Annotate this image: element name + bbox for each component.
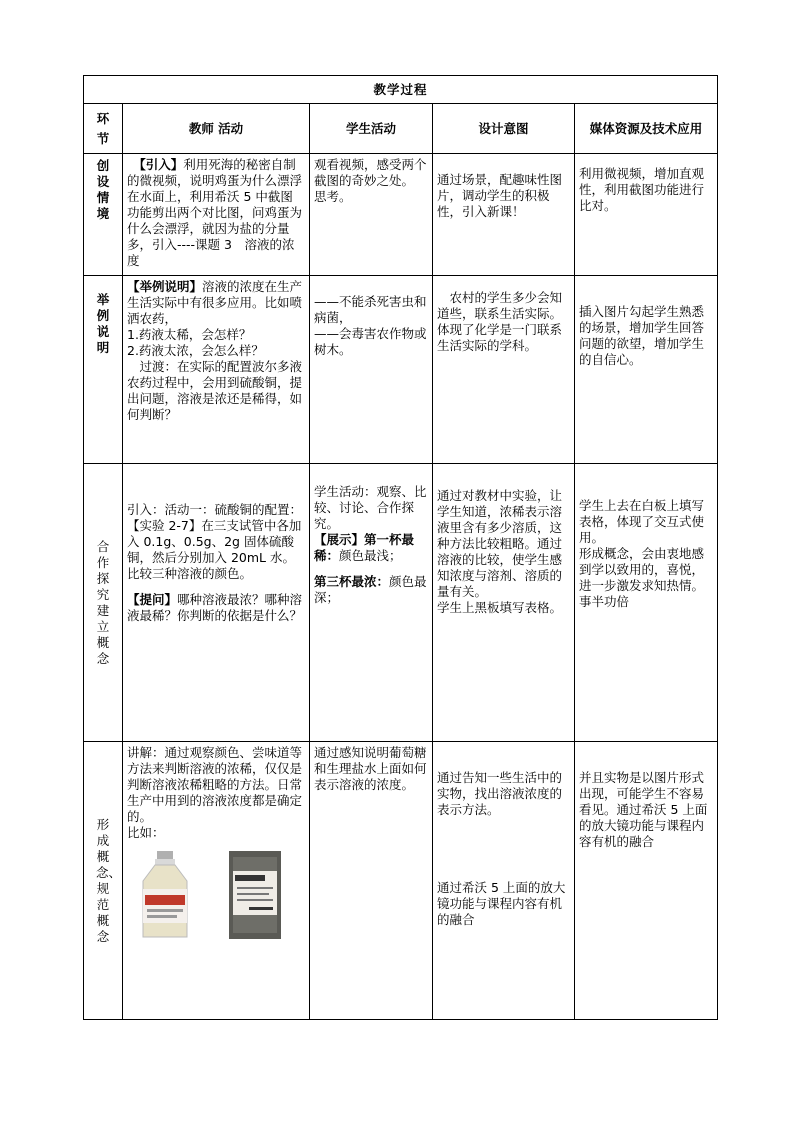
stage-label: 形成概念、规范概念: [96, 817, 122, 944]
table-row: [84, 742, 718, 1020]
student-text: ——会毒害农作物或树木。: [314, 326, 427, 357]
student-paragraph: [314, 532, 428, 564]
header-teacher: 教师 活动: [123, 104, 310, 154]
stage-cell: [84, 742, 123, 1020]
header-media: 媒体资源及技术应用: [575, 104, 718, 154]
media-cell: [575, 464, 718, 742]
media-cell: [575, 742, 718, 1020]
media-text: 并且实物是以图片形式出现，可能学生不容易看见。通过希沃 5 上面的放大镜功能与课程内容有机的融合: [579, 770, 708, 849]
teacher-text: 过渡：在实际的配置波尔多液农药过程中，会用到硫酸铜，提出问题，溶液是浓还是稀得，如何判断？: [127, 359, 303, 422]
product-images: [127, 851, 305, 943]
teacher-paragraph: [127, 279, 305, 327]
student-text: 颜色最浅；: [339, 548, 402, 563]
teacher-cell: [123, 464, 310, 742]
bold-tag: 【提问】: [127, 592, 178, 607]
saline-bottle-image: [229, 851, 281, 939]
header-design: 设计意图: [433, 104, 575, 154]
table-row: [84, 276, 718, 464]
table-title: 教学过程: [84, 76, 718, 104]
teacher-cell: [123, 154, 310, 276]
design-cell: [433, 742, 575, 1020]
student-text: ——不能杀死害虫和病菌，: [314, 294, 427, 325]
student-text: 学生活动：观察、比较、讨论、合作探究。: [314, 484, 427, 531]
student-cell: [310, 742, 433, 1020]
teacher-text: 比如：: [127, 825, 165, 840]
student-text: 观看视频，感受两个截图的奇妙之处。: [314, 157, 427, 188]
teacher-text: 引入：活动一：硫酸铜的配置：【实验 2-7】在三支试管中各加入 0.1g、0.5g、2g 固体硫酸铜，然后分别加入 20mL 水。比较三种溶液的颜色。: [127, 502, 303, 581]
design-cell: [433, 276, 575, 464]
design-text: 通过场景，配趣味性图片，调动学生的积极性，引入新课！: [437, 172, 563, 219]
table-row: [84, 154, 718, 276]
stage-label: 创设情境: [96, 158, 110, 221]
student-text: 通过感知说明葡萄糖和生理盐水上面如何表示溶液的浓度。: [314, 745, 427, 792]
header-stage: [84, 104, 123, 154]
design-text: 农村的学生多少会知道些，联系生活实际。体现了化学是一门联系生活实际的学科。: [437, 290, 563, 353]
design-text: 学生上黑板填写表格。: [437, 600, 563, 615]
student-cell: [310, 154, 433, 276]
teacher-paragraph: [127, 157, 305, 269]
design-cell: [433, 154, 575, 276]
header-row: [84, 104, 718, 154]
header-student: 学生活动: [310, 104, 433, 154]
media-text: 形成概念，会由衷地感到学以致用的，喜悦，进一步激发求知热情。事半功倍: [579, 546, 705, 609]
bold-tag: 【举例说明】: [127, 279, 203, 294]
media-text: 学生上去在白板上填写表格，体现了交互式使用。: [579, 498, 705, 545]
teacher-text: 溶液的浓度在生产生活实际中有很多应用。比如喷洒农药，: [127, 279, 303, 326]
design-text: 通过对教材中实验，让学生知道，浓稀表示溶液里含有多少溶质，这种方法比较粗略。通过溶液的比较，使学生感知浓度与溶剂、溶质的量有关。: [437, 488, 563, 599]
teacher-cell: [123, 742, 310, 1020]
header-stage-text: 环节: [96, 110, 110, 146]
teacher-cell: [123, 276, 310, 464]
stage-cell: [84, 276, 123, 464]
design-text: 通过希沃 5 上面的放大镜功能与课程内容有机的融合: [437, 880, 566, 927]
student-paragraph: [314, 574, 428, 606]
table-row: [84, 464, 718, 742]
media-cell: [575, 154, 718, 276]
media-cell: [575, 276, 718, 464]
teacher-text: 讲解：通过观察颜色、尝味道等方法来判断溶液的浓稀，仅仅是判断溶液浓稀粗略的方法。日常生产中用到的溶液浓度都是确定的。: [127, 745, 303, 824]
media-text: 利用微视频，增加直观性，利用截图功能进行比对。: [579, 166, 705, 213]
design-text: 通过告知一些生活中的实物，找出溶液浓度的表示方法。: [437, 770, 563, 817]
teacher-paragraph: [127, 592, 305, 624]
glucose-bottle-image: [133, 851, 197, 939]
media-text: 插入图片勾起学生熟悉的场景，增加学生回答问题的欲望，增加学生的自信心。: [579, 304, 705, 367]
teacher-text: 利用死海的秘密自制的微视频，说明鸡蛋为什么漂浮在水面上，利用希沃 5 中截图功能剪出两个对比图，问鸡蛋为什么会漂浮，就因为盐的分量多，引入----课题 3 溶液的浓度: [127, 157, 303, 268]
teacher-text: 哪种溶液最浓？哪种溶液最稀？你判断的依据是什么？: [127, 592, 303, 623]
teacher-text: 1.药液太稀，会怎样？: [127, 327, 252, 342]
bold-tag: 第三杯最浓：: [314, 574, 390, 589]
design-cell: [433, 464, 575, 742]
bold-tag: 【展示】第一杯最稀：: [314, 532, 415, 563]
bold-tag: 【引入】: [139, 157, 184, 172]
teaching-process-table: [83, 75, 718, 1020]
student-text: 思考。: [314, 189, 352, 204]
student-text: 颜色最深；: [314, 574, 427, 605]
stage-cell: [84, 154, 123, 276]
stage-cell: [84, 464, 123, 742]
student-cell: [310, 276, 433, 464]
teacher-text: 2.药液太浓，会怎么样？: [127, 343, 264, 358]
student-cell: [310, 464, 433, 742]
stage-label: 举例说明: [96, 292, 110, 355]
stage-label: 合作探究建立概念: [96, 539, 110, 666]
